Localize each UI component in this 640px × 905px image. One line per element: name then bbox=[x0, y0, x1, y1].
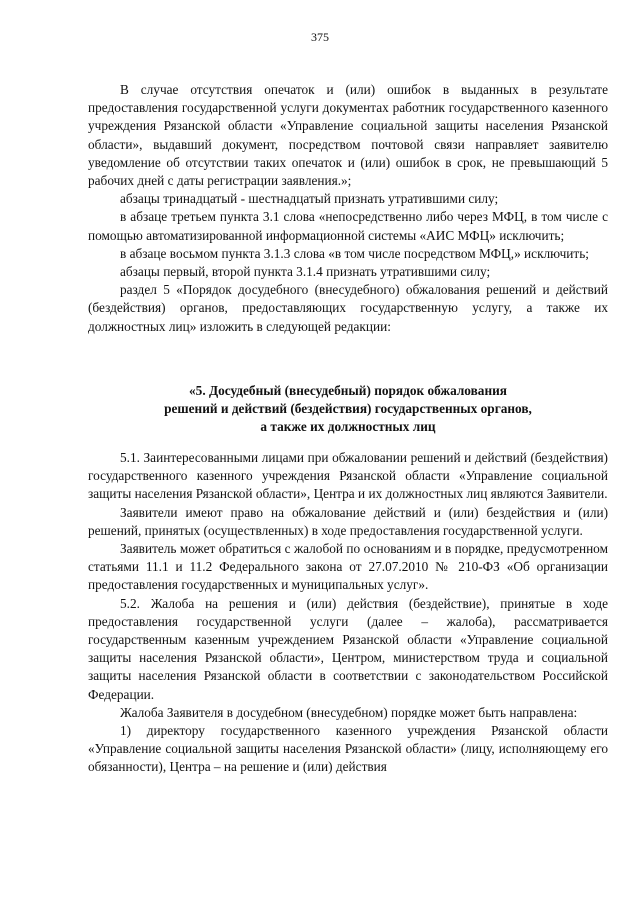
paragraph: Жалоба Заявителя в досудебном (внесудебном) порядке может быть направлена: bbox=[120, 704, 578, 720]
paragraph: раздел 5 «Порядок досудебного (внесудебного) обжалования решений и действий (бездействия) органов, предоставляющих государственную услугу, а также их должностных лиц» изложить в следующей редакции: bbox=[88, 282, 608, 334]
paragraph: в абзаце восьмом пункта 3.1.3 слова «в том числе посредством МФЦ,» исключить; bbox=[120, 245, 589, 261]
paragraph: в абзаце третьем пункта 3.1 слова «непосредственно либо через МФЦ, в том числе с помощью автоматизированной информационной системы «АИС МФЦ» исключить; bbox=[88, 209, 608, 243]
intro-text bbox=[88, 81, 608, 336]
paragraph: абзацы тринадцатый - шестнадцатый признать утратившими силу; bbox=[120, 191, 499, 207]
paragraph: 5.1. Заинтересованными лицами при обжаловании решений и действий (бездействия) государственного казенного учреждения Рязанской области «Управление социальной защиты населения Рязанской области», Центра и их должностных лиц являются Заявители. bbox=[88, 450, 608, 502]
paragraph: Заявитель может обратиться с жалобой по основаниям и в порядке, предусмотренном статьями 11.1 и 11.2 Федерального закона от 27.07.2010 № 210-ФЗ «Об организации предоставления государственных и муниципальных услуг». bbox=[88, 541, 608, 593]
page-number: 375 bbox=[311, 30, 329, 44]
heading-line: решений и действий (бездействия) государственных органов, bbox=[164, 401, 532, 417]
heading-line: «5. Досудебный (внесудебный) порядок обжалования bbox=[189, 383, 507, 398]
paragraph: абзацы первый, второй пункта 3.1.4 признать утратившими силу; bbox=[120, 264, 491, 280]
section-heading bbox=[88, 382, 608, 437]
paragraph: 5.2. Жалоба на решения и (или) действия (бездействие), принятые в ходе предоставления государственной услуги (далее – жалоба), рассматривается государственным казенным учреждением Рязанской области «Управление социальной защиты населения Рязанской области», Центром, министерством труда и социальной защиты населения Рязанской области в соответствии с законодательством Российской Федерации. bbox=[88, 595, 608, 702]
section-text bbox=[88, 449, 608, 777]
heading-line: а также их должностных лиц bbox=[260, 419, 436, 435]
paragraph: 1) директору государственного казенного учреждения Рязанской области «Управление социальной защиты населения Рязанской области» (лицу, исполняющему его обязанности), Центра – на решение и (или) действия bbox=[88, 723, 608, 775]
paragraph: Заявители имеют право на обжалование действий и (или) бездействия и (или) решений, принятых (осуществленных) в ходе предоставления государственной услуги. bbox=[88, 504, 608, 538]
paragraph: В случае отсутствия опечаток и (или) ошибок в выданных в результате предоставления государственной услуги документах работник государственного казенного учреждения Рязанской области «Управление социальной защиты населения Рязанской области», выдавший документ, посредством почтовой связи направляет заявителю уведомление об отсутствии таких опечаток и (или) ошибок в срок, не превышающий 5 рабочих дней с даты регистрации заявления.»; bbox=[88, 82, 608, 189]
